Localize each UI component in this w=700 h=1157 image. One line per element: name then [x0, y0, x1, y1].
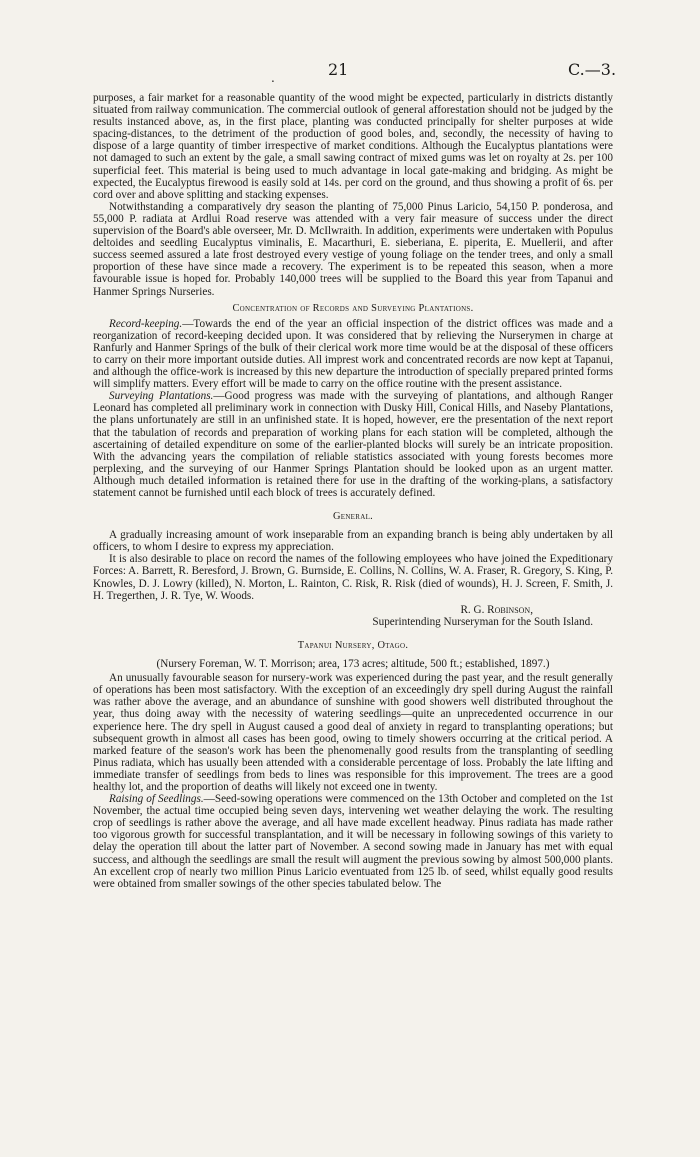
paragraph-record-keeping — [93, 318, 613, 391]
section-heading-tapanui: Tapanui Nursery, Otago. — [297, 639, 409, 651]
signature-name: R. G. Robinson, — [460, 603, 533, 616]
section-heading-records: Concentration of Records and Surveying Plantations. — [232, 302, 474, 314]
record-keeping-text: —Towards the end of the year an official inspection of the district offices was made and a reorganization of record-keeping decided upon. It was considered that by relieving the Nurserymen in charge at Ranfurly and Hanmer Springs of the bulk of their clerical work more time would be at the disposal of these officers to carry on their more important outside duties. All imprest work and concentrated records are now kept at Tapanui, and although the office-work is increased by this new departure the introduction of specially prepared printed forms will simplify matters. Every effort will be made to carry on the office routine with the present assistance. — [93, 317, 613, 391]
header-dot: . — [271, 71, 275, 85]
paragraph-season: An unusually favourable season for nursery-work was experienced during the past year, and the result generally of operations has been most satisfactory. With the exception of an exceedingly dry spell during August the rainfall was rather above the average, and an abundance of sunshine with good showers well distributed throughout the year, thus doing away with the necessity of watering seedlings—quite an unprecedented occurrence in our experience here. The dry spell in August caused a good deal of anxiety in regard to transplanting operations; but subsequent growth in almost all cases has been good, owing to timely showers occurring at the critical period. A marked feature of the season's work has been the phenomenally good results from the transplanting of seedling Pinus radiata, which has usually been attended with a considerable percentage of loss. Probably the late lifting and immediate transfer of seedlings from beds to lines was responsible for this improvement. The trees are a good healthy lot, and the proportion of deaths will likely not exceed one in twenty. — [93, 672, 613, 793]
surveying-label: Surveying Plantations. — [109, 390, 214, 403]
record-keeping-label: Record-keeping. — [109, 317, 183, 330]
paragraph-appreciation: A gradually increasing amount of work inseparable from an expanding branch is being ably undertaken by all officers, to whom I desire to express my appreciation. — [93, 529, 613, 554]
paragraph-continuation: purposes, a fair market for a reasonable quantity of the wood might be expected, particularly in districts distantly situated from railway communication. The commercial outlook of general afforestation should not be judged by the results instanced above, as, in the first place, planting was conducted principally for shelter purposes at wide spacing-distances, to the detriment of the production of good boles, and, secondly, the necessity of having to dispose of a large quantity of timber irrespective of market conditions. Although the Eucalyptus plantations were not damaged to such an extent by the gale, a small sawing contract of mixed gums was let on royalty at 2s. per 100 superficial feet. This material is being used to much advantage in local gate-making and bridging. As might be expected, the Eucalyptus firewood is easily sold at 14s. per cord on the ground, and thus showing a profit of 6s. per cord over and above splitting and stacking expenses. — [93, 92, 613, 201]
paragraph-ardlui: Notwithstanding a comparatively dry season the planting of 75,000 Pinus Laricio, 54,150 P. ponderosa, and 55,000 P. radiata at Ardlui Road reserve was attended with a very fair measure of success under the direct supervision of the Board's able overseer, Mr. D. McIlwraith. In addition, experiments were undertaken with Populus deltoides and seedling Eucalyptus viminalis, E. Macarthuri, E. sieberiana, E. piperita, E. Muellerii, and after success seemed assured a late frost destroyed every vestige of young foliage on the tender trees, and only a small proportion of these have since made a recovery. The experiment is to be repeated this season, when a more favourable issue is hoped for. Probably 140,000 trees will be supplied to the Board this year from Tapanui and Hanmer Springs Nurseries. — [93, 200, 613, 298]
raising-seedlings-label: Raising of Seedlings. — [109, 793, 204, 806]
page-header — [0, 60, 700, 85]
document-body — [93, 92, 613, 890]
tapanui-details: (Nursery Foreman, W. T. Morrison; area, 173 acres; altitude, 500 ft.; established, 1897.) — [156, 658, 550, 671]
paragraph-raising-seedlings — [93, 793, 613, 890]
surveying-text: —Good progress was made with the surveying of plantations, and although Ranger Leonard has completed all preliminary work in connection with Dusky Hill, Conical Hills, and Naseby Plantations, the plans unfortunately are still in an unfinished state. It is hoped, however, ere the presentation of the next report that the tabulation of records and preparation of working plans for each station will be completed, although the ascertaining of detailed expenditure on some of the earlier-planted blocks will surely be an intricate proposition. With the advancing years the compilation of reliable statistics associated with young forests becomes more perplexing, and the surveying of our Hanmer Springs Plantation should be looked upon as an urgent matter. Although much detailed information is retained there for use in the drafting of the working-plans, a satisfactory statement cannot be furnished until each block of trees is accurately defined. — [93, 390, 613, 499]
raising-seedlings-text: —Seed-sowing operations were commenced on the 13th October and completed on the 1st November, the actual time occupied being seven days, intervening wet weather delaying the work. The resulting crop of seedlings is rather above the average, and all have made excellent headway. Pinus radiata has made rather too vigorous growth for successful transplantation, and it will be necessary in following sowings of this variety to delay the operation till about the latter part of November. A second sowing made in January has met with equal success, and although the seedlings are small the result will augment the previous sowing by almost 500,000 plants. An excellent crop of nearly two million Pinus Laricio eventuated from 125 lb. of seed, whilst equally good results were obtained from smaller sowings of the other species tabulated below. The — [93, 793, 613, 890]
paragraph-expeditionary: It is also desirable to place on record the names of the following employees who have joined the Expeditionary Forces: A. Barrett, R. Beresford, J. Brown, G. Burnside, E. Collins, N. Collins, W. A. Fraser, R. Gregory, S. King, P. Knowles, D. J. Lowry (killed), N. Morton, L. Rainton, C. Risk, R. Risk (died of wounds), H. J. Screen, F. Smith, J. H. Tregerthen, J. R. Tye, W. Woods. — [93, 553, 613, 602]
signature-block — [93, 604, 613, 628]
paragraph-surveying — [93, 390, 613, 499]
document-code: C.—3. — [568, 60, 617, 79]
section-heading-general: General. — [332, 511, 374, 523]
page-number: 21 — [328, 60, 349, 79]
signature-title: Superintending Nurseryman for the South Island. — [372, 615, 593, 628]
